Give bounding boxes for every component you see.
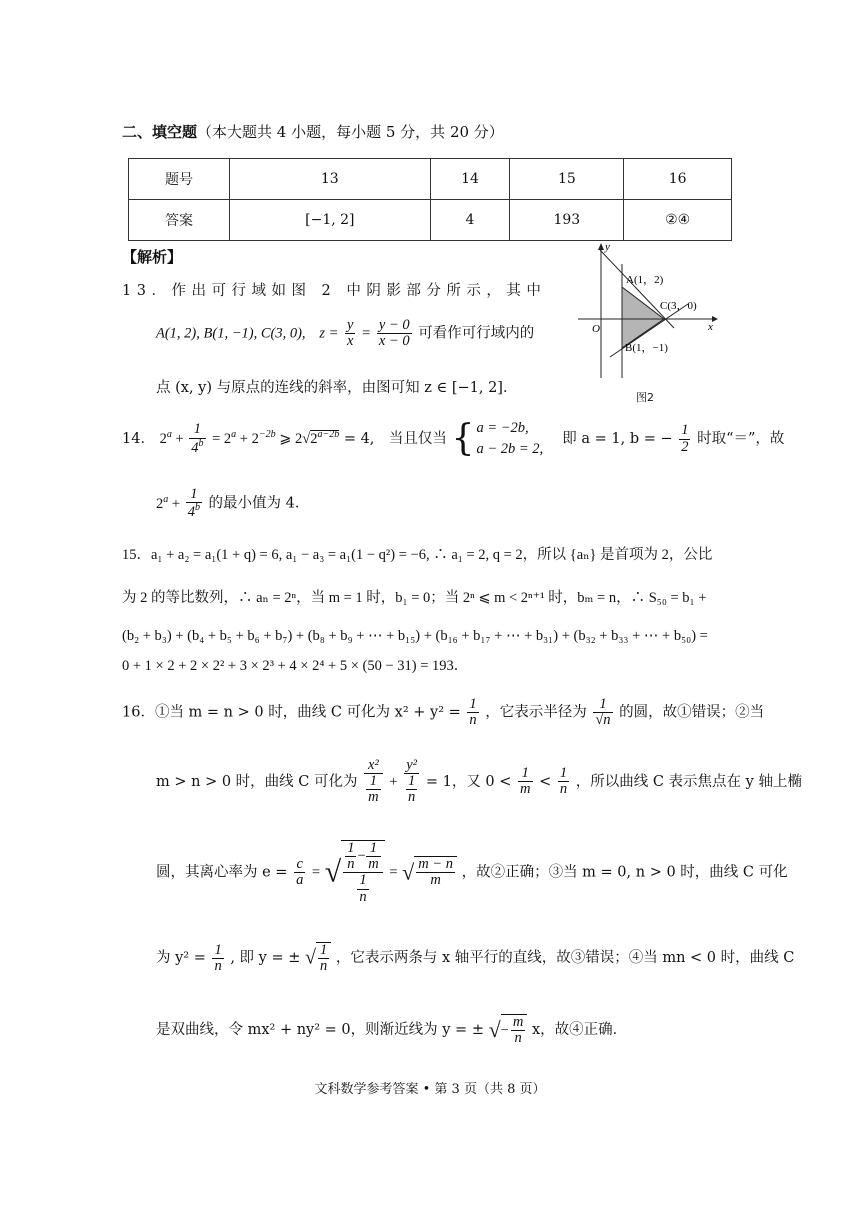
frac-den: $\frac{1}{n}$: [407, 773, 416, 806]
radical-icon: √: [324, 855, 342, 889]
fraction-1-over-n: [212, 943, 223, 974]
p14-base: 2: [156, 495, 164, 512]
fraction-y2-over-1n: [404, 758, 419, 806]
frac-den: n: [214, 957, 222, 974]
rad-base: 2: [310, 431, 318, 448]
p16-l4a: 为 y² =: [156, 950, 211, 967]
p14-mid2: + 2: [236, 431, 259, 448]
p14-line1: [122, 418, 784, 460]
p16-l4c: ，它表示两条与 x 轴平行的直线，故③错误；④当 mn < 0 时，曲线 C: [335, 950, 795, 967]
p14-ge: ⩾ 2√: [275, 431, 311, 448]
p14-base: 2: [159, 431, 167, 448]
p14-line2: [156, 487, 309, 520]
origin-label: O: [592, 323, 600, 335]
sys-eq1: a = −2b,: [476, 420, 529, 436]
brace-icon: {: [451, 418, 475, 460]
p16-line5: [156, 1014, 627, 1046]
frac-den: x − 0: [378, 333, 410, 350]
frac-den: n: [559, 781, 568, 798]
fraction-1-over-sqrt-n: [593, 697, 612, 728]
p14-exp: −2b: [258, 429, 276, 441]
analysis-heading: 【解析】: [122, 248, 183, 266]
frac-den: m: [520, 781, 531, 798]
frac-den: $\frac{1}{m}$: [368, 773, 379, 806]
point-b-label: B(1，−1): [625, 342, 668, 354]
p16-l1c: 的圆，故①错误；②当: [619, 704, 765, 721]
p14-mid: = 2: [212, 431, 232, 448]
frac-den: n: [469, 712, 477, 729]
p14-radicand: [310, 430, 339, 447]
p13-z-eq: z =: [319, 325, 339, 342]
p14-exp: a: [231, 429, 237, 441]
x-axis-label: x: [708, 321, 713, 333]
eccentricity-radicand: $\frac{1}{n}$ − $\frac{1}{m}$ $\frac{1}{n}$: [341, 840, 385, 905]
p16-l4b: , 即 y = ±: [230, 950, 301, 967]
shaded-region: [622, 287, 664, 348]
frac-num: x²: [364, 758, 382, 774]
frac-num: 1: [518, 766, 532, 782]
frac-den: x: [347, 333, 354, 350]
p16-l1b: ，它表示半径为: [485, 704, 587, 721]
radical-icon: √: [402, 859, 415, 885]
p13-line1: 13．作出可行域如图 2 中阴影部分所示，其中: [122, 283, 547, 299]
radical-icon: √: [488, 1017, 501, 1043]
sqrt-neg-m-over-n: − $\frac{m}{n}$: [501, 1014, 528, 1046]
frac-num: 1: [469, 696, 477, 712]
frac-num: 1: [681, 422, 689, 439]
number-cell: 16: [624, 159, 732, 200]
answer-table: [128, 158, 732, 241]
eccentricity-result: $\frac{m - n}{m}$: [414, 856, 457, 888]
p13-eq: =: [362, 325, 371, 342]
den-exp: b: [198, 437, 204, 449]
fraction-1-over-n: [467, 697, 478, 728]
den-base: 4: [187, 504, 195, 521]
frac-den: a: [296, 871, 304, 888]
p16-l2b: = 1，又 0 <: [425, 773, 517, 790]
p15-line1: 15．a₁ + a₂ = a₁(1 + q) = 6, a₁ − a₃ = a₁(1 − q²) = −6, ∴ a₁ = 2, q = 2，所以 {aₙ} 是首项为 2，公比: [122, 547, 713, 563]
p14-lead: 14．: [122, 431, 155, 448]
p16-l2a: m > n > 0 时，曲线 C 可化为: [156, 773, 358, 790]
fraction-one-over-4b: [186, 487, 202, 520]
figure-caption: 图2: [636, 391, 654, 404]
fraction-1-over-m: [518, 766, 532, 797]
header-label-cell: 题号: [129, 159, 230, 200]
p16-l2d: ，所以曲线 C 表示焦点在 y 轴上椭: [575, 773, 802, 790]
p14-plus: +: [171, 431, 188, 448]
p14-system: [476, 418, 543, 460]
answer-label-cell: 答案: [129, 200, 230, 241]
frac-num: y²: [404, 758, 419, 774]
sqrt-1-over-n: $\frac{1}{n}$: [316, 942, 331, 974]
p16-line1: [122, 697, 764, 728]
p14-eq4: = 4, 当且仅当: [339, 431, 447, 448]
p16-l3a: 圆，其离心率为 e =: [156, 864, 293, 881]
fraction-x2-over-1m: [364, 758, 382, 806]
p16-l5a: 是双曲线，令 mx² + ny² = 0，则渐近线为 y = ±: [156, 1022, 484, 1039]
fraction-c-over-a: [294, 857, 305, 888]
p16-l5b: x，故④正确．: [531, 1022, 628, 1039]
p16-l1a: 16．①当 m = n > 0 时，曲线 C 可化为 x² + y² =: [122, 704, 466, 721]
frac-num: y: [347, 317, 354, 333]
sys-eq2: a − 2b = 2,: [476, 441, 544, 458]
fraction-1-over-n: [558, 766, 569, 797]
p13-line2: [156, 318, 534, 349]
number-cell: 13: [230, 159, 431, 200]
answer-cell: ②④: [624, 200, 732, 241]
radical-icon: √: [305, 946, 316, 969]
p16-line3: 圆，其离心率为 e = $\frac{c}{a}$ = √ $\frac{1}{n}$ − $\frac{1}{m}$ $\frac{1}{n}$ = √ $\frac{m - n}{m}$ ，故②正确；③当 m = 0, n > 0 时，曲线 C 可化: [156, 840, 788, 905]
frac-den: [189, 439, 205, 456]
p14-exp: a: [163, 493, 169, 505]
p16-line4: [156, 942, 794, 974]
y-axis-label: y: [605, 241, 610, 253]
p14-exp: a: [166, 429, 172, 441]
number-cell: 14: [430, 159, 510, 200]
rad-exp: a−2b: [317, 429, 340, 441]
fraction-slope: [377, 318, 412, 349]
den-exp: b: [194, 502, 200, 514]
section-title: [122, 121, 504, 142]
number-cell: 15: [510, 159, 624, 200]
p14-conclusion: 的最小值为 4．: [208, 495, 310, 512]
p16-l2c: <: [539, 773, 556, 790]
p16-l3c: ，故②正确；③当 m = 0, n > 0 时，曲线 C 可化: [461, 864, 788, 881]
fraction-one-over-4b: [189, 422, 205, 455]
frac-den: √n: [595, 712, 611, 729]
p13-points: A(1, 2), B(1, −1), C(3, 0),: [156, 325, 306, 342]
answer-cell: [−1, 2]: [230, 200, 431, 241]
p16-line2: m > n > 0 时，曲线 C 可化为 $\frac{\text{x²}}{\frac{1}{m}}$ + $\frac{\text{y²}}{\frac{1}{n}}$ = 1，又 0 < $\frac{1}{m}$ < $\frac{1}{n}$ ，所以曲线 C 表示焦点在 y 轴上椭: [156, 757, 802, 806]
p15-line2: 为 2 的等比数列，∴ aₙ = 2ⁿ，当 m = 1 时，b₁ = 0；当 2ⁿ ⩽ m < 2ⁿ⁺¹ 时，bₘ = n，∴ S₅₀ = b₁ +: [122, 590, 707, 606]
p14-after: 即 a = 1, b = −: [547, 431, 673, 448]
answer-cell: 193: [510, 200, 624, 241]
p15-line4: 0 + 1 × 2 + 2 × 2² + 3 × 2³ + 4 × 2⁴ + 5 × (50 − 31) = 193．: [122, 658, 469, 674]
section-title-rest: （本大题共 4 小题，每小题 5 分，共 20 分）: [197, 123, 504, 141]
x-axis-arrow: [712, 316, 718, 322]
p13-tail: 可看作可行域内的: [418, 325, 535, 342]
frac-num: c: [294, 857, 305, 873]
p14-plus: +: [168, 495, 184, 512]
p13-line3: 点 (x, y) 与原点的连线的斜率，由图可知 z ∈ [−1, 2]．: [156, 380, 518, 396]
p15-line3: (b₂ + b₃) + (b₄ + b₅ + b₆ + b₇) + (b₈ + b₉ + ⋯ + b₁₅) + (b₁₆ + b₁₇ + ⋯ + b₃₁) + (b₃₂ + b₃₃ + ⋯ + b₅₀) =: [122, 628, 708, 644]
p14-take: 时取“＝”，故: [697, 431, 785, 448]
frac-num: 1: [189, 422, 205, 438]
frac-den: 2: [681, 438, 689, 455]
page-footer: 文科数学参考答案 • 第 3 页（共 8 页）: [314, 1082, 546, 1097]
answer-cell: 4: [430, 200, 510, 241]
point-c-label: C(3，0): [660, 300, 697, 312]
den-base: 4: [191, 439, 199, 456]
frac-num: 1: [593, 697, 612, 713]
frac-den: [186, 503, 202, 520]
frac-num: 1: [559, 765, 568, 782]
frac-num: 1: [186, 487, 202, 503]
frac-num: 1: [214, 941, 222, 958]
table-row: [129, 200, 732, 241]
table-row: [129, 159, 732, 200]
y-axis-arrow: [598, 243, 604, 250]
frac-num: y − 0: [378, 317, 410, 333]
point-a-label: A(1，2): [626, 274, 664, 286]
fraction-half: [679, 423, 690, 454]
feasible-region-figure: [570, 238, 730, 388]
fraction-y-over-x: [345, 318, 355, 349]
section-title-bold: 二、填空题: [122, 123, 198, 141]
